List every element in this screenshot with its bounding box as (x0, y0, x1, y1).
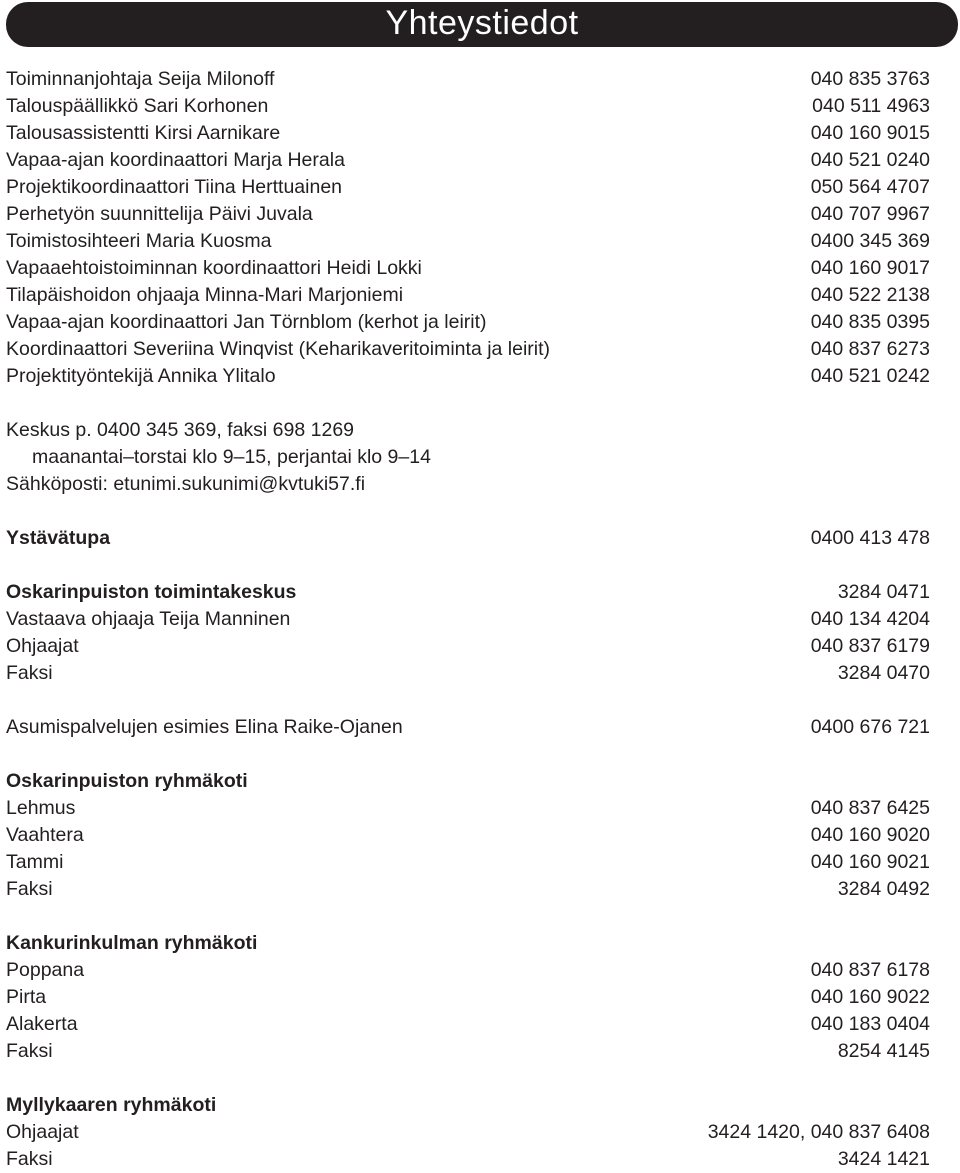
contact-row (6, 714, 930, 741)
contact-label: Faksi (6, 878, 53, 900)
section-heading-row (6, 1092, 930, 1119)
contact-row (6, 957, 930, 984)
contact-phone: 040 837 6273 (810, 338, 930, 360)
contact-row (6, 309, 930, 336)
contact-row (6, 120, 930, 147)
section-gap (6, 390, 930, 417)
contact-label: Vaahtera (6, 824, 84, 846)
contact-row (6, 1011, 930, 1038)
contact-phone: 040 160 9021 (810, 851, 930, 873)
contact-row (6, 282, 930, 309)
contact-label: Vapaa-ajan koordinaattori Marja Herala (6, 149, 345, 171)
contact-row (6, 1119, 930, 1146)
contact-label: maanantai–torstai klo 9–15, perjantai klo 9–14 (32, 446, 431, 468)
contact-label: Sähköposti: etunimi.sukunimi@kvtuki57.fi (6, 473, 366, 495)
contact-phone: 040 160 9017 (810, 257, 930, 279)
contact-label: Koordinaattori Severiina Winqvist (Keharikaveritoiminta ja leirit) (6, 338, 551, 360)
contact-label: Kankurinkulman ryhmäkoti (6, 932, 258, 954)
section-gap (6, 687, 930, 714)
contact-label: Ohjaajat (6, 1121, 79, 1143)
section-heading-row (6, 525, 930, 552)
contact-phone: 0400 413 478 (810, 527, 930, 549)
section-gap (6, 903, 930, 930)
contact-label: Oskarinpuiston toimintakeskus (6, 581, 297, 603)
contact-row (6, 66, 930, 93)
contact-label: Perhetyön suunnittelija Päivi Juvala (6, 203, 313, 225)
page-title: Yhteystiedot (385, 4, 579, 42)
contact-row (6, 201, 930, 228)
contact-label: Pirta (6, 986, 47, 1008)
contact-row (6, 93, 930, 120)
contact-label: Vapaaehtoistoiminnan koordinaattori Heidi Lokki (6, 257, 422, 279)
section-heading-row (6, 579, 930, 606)
contact-row (6, 1146, 930, 1173)
contact-phone: 0400 676 721 (810, 716, 930, 738)
contact-phone: 3284 0471 (837, 581, 930, 603)
contact-phone: 040 521 0240 (810, 149, 930, 171)
contact-phone: 040 837 6179 (810, 635, 930, 657)
contact-phone: 040 837 6425 (810, 797, 930, 819)
contact-phone: 040 511 4963 (812, 95, 930, 117)
section-gap (6, 552, 930, 579)
contact-label: Toiminnanjohtaja Seija Milonoff (6, 68, 275, 90)
contact-phone: 040 522 2138 (810, 284, 930, 306)
contact-label: Projektikoordinaattori Tiina Herttuainen (6, 176, 343, 198)
contact-row (6, 822, 930, 849)
contact-phone: 040 707 9967 (810, 203, 930, 225)
contact-phone: 040 835 3763 (810, 68, 930, 90)
contact-row (6, 147, 930, 174)
contact-label: Ohjaajat (6, 635, 79, 657)
contact-row (6, 876, 930, 903)
contact-label: Tammi (6, 851, 64, 873)
section-gap (6, 1065, 930, 1092)
contact-phone: 040 835 0395 (810, 311, 930, 333)
contact-row (6, 984, 930, 1011)
contact-phone: 0400 345 369 (810, 230, 930, 252)
contact-phone: 040 160 9020 (810, 824, 930, 846)
contact-label: Oskarinpuiston ryhmäkoti (6, 770, 248, 792)
contact-label: Poppana (6, 959, 85, 981)
section-gap (6, 498, 930, 525)
contact-phone: 040 160 9015 (810, 122, 930, 144)
section-gap (6, 741, 930, 768)
contact-phone: 3284 0470 (837, 662, 930, 684)
contact-label: Vapaa-ajan koordinaattori Jan Törnblom (kerhot ja leirit) (6, 311, 487, 333)
contact-phone: 040 837 6178 (810, 959, 930, 981)
contact-phone: 050 564 4707 (810, 176, 930, 198)
contact-label: Faksi (6, 662, 53, 684)
contact-row (6, 444, 930, 471)
contact-phone: 3284 0492 (837, 878, 930, 900)
contact-label: Faksi (6, 1148, 53, 1170)
contact-list (6, 66, 930, 1173)
contact-label: Talousassistentti Kirsi Aarnikare (6, 122, 281, 144)
contact-row (6, 363, 930, 390)
section-heading-row (6, 930, 930, 957)
contact-row (6, 660, 930, 687)
contact-phone: 040 160 9022 (810, 986, 930, 1008)
contact-label: Alakerta (6, 1013, 78, 1035)
contact-row (6, 1038, 930, 1065)
contact-label: Ystävätupa (6, 527, 111, 549)
contact-label: Keskus p. 0400 345 369, faksi 698 1269 (6, 419, 355, 441)
contact-phone: 3424 1420, 040 837 6408 (707, 1121, 930, 1143)
contact-phone: 040 183 0404 (810, 1013, 930, 1035)
contact-label: Myllykaaren ryhmäkoti (6, 1094, 217, 1116)
contact-row (6, 255, 930, 282)
contact-row (6, 471, 930, 498)
contact-phone: 040 134 4204 (810, 608, 930, 630)
contact-label: Tilapäishoidon ohjaaja Minna-Mari Marjoniemi (6, 284, 404, 306)
contact-phone: 3424 1421 (837, 1148, 930, 1170)
contact-row (6, 795, 930, 822)
contact-row (6, 228, 930, 255)
contact-label: Faksi (6, 1040, 53, 1062)
contact-phone: 040 521 0242 (810, 365, 930, 387)
contact-row (6, 336, 930, 363)
contact-row (6, 606, 930, 633)
contact-row (6, 849, 930, 876)
contact-label: Toimistosihteeri Maria Kuosma (6, 230, 272, 252)
contact-row (6, 417, 930, 444)
contact-row (6, 174, 930, 201)
contact-label: Vastaava ohjaaja Teija Manninen (6, 608, 291, 630)
contact-label: Projektityöntekijä Annika Ylitalo (6, 365, 276, 387)
title-bar (6, 2, 958, 47)
contact-label: Talouspäällikkö Sari Korhonen (6, 95, 269, 117)
contact-label: Lehmus (6, 797, 76, 819)
contact-phone: 8254 4145 (837, 1040, 930, 1062)
contact-label: Asumispalvelujen esimies Elina Raike-Ojanen (6, 716, 403, 738)
contact-row (6, 633, 930, 660)
section-heading-row (6, 768, 930, 795)
